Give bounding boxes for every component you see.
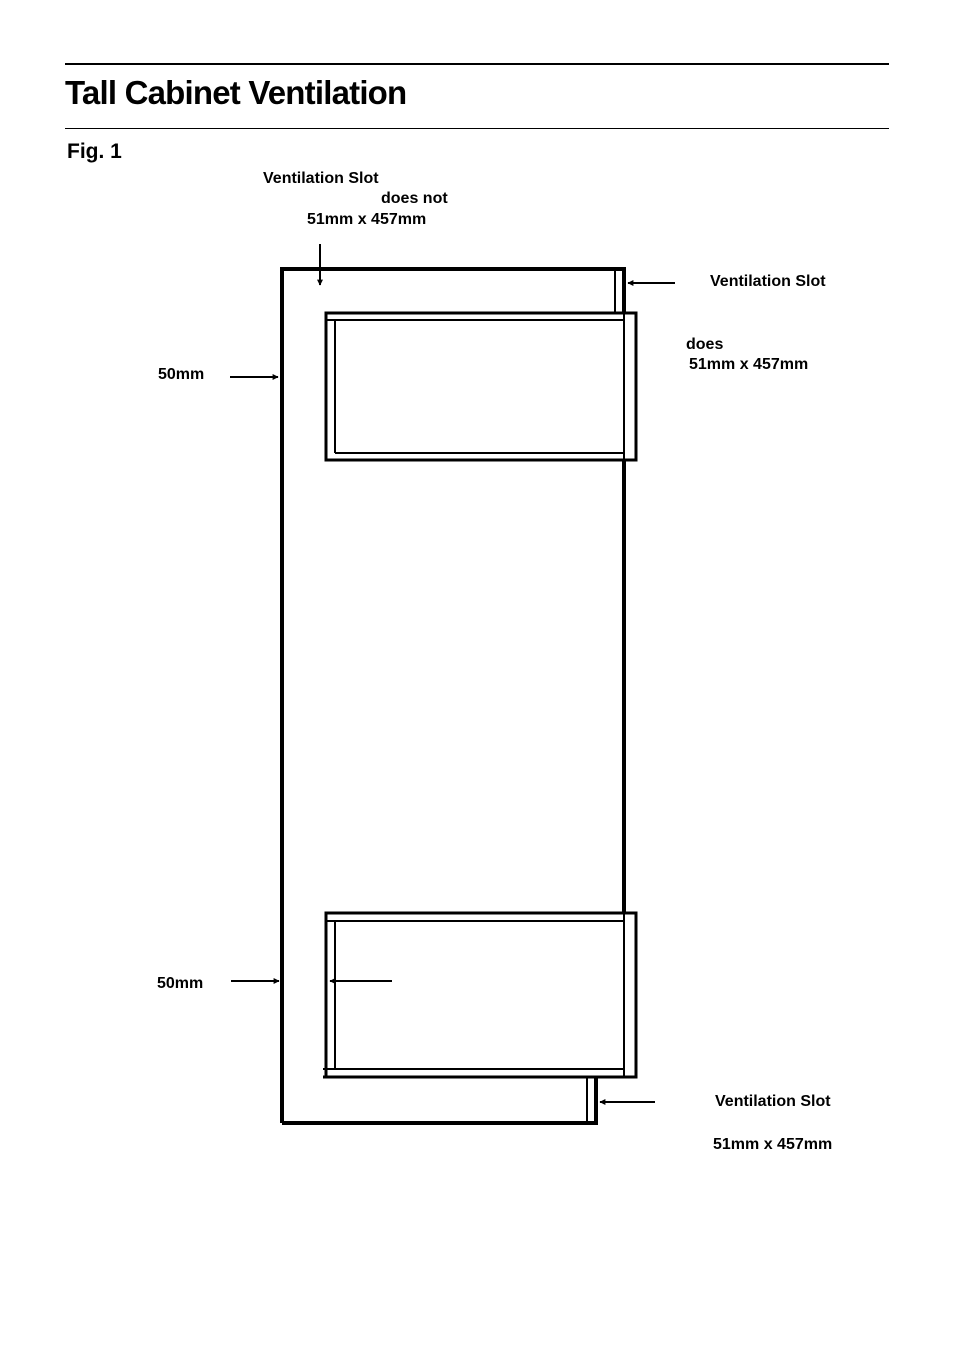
upper-appliance: [326, 313, 636, 460]
lower-gap-label: 50mm: [157, 975, 204, 992]
right-slot-size: 51mm x 457mm: [689, 356, 809, 373]
upper-gap-label: 50mm: [158, 366, 205, 383]
lower-appliance: [326, 913, 636, 1077]
bottom-slot-heading: Ventilation Slot: [715, 1093, 831, 1110]
figure-label: Fig. 1: [67, 140, 122, 163]
bottom-slot-size: 51mm x 457mm: [713, 1136, 833, 1153]
top-slot-heading: Ventilation Slot: [263, 170, 379, 187]
cabinet-bottom: [282, 1077, 596, 1123]
top-slot-note: does not: [381, 190, 448, 207]
cabinet-outline: [282, 269, 624, 1123]
page-title: Tall Cabinet Ventilation: [65, 74, 407, 111]
top-slot-size: 51mm x 457mm: [307, 211, 427, 228]
right-slot-note: does: [686, 336, 724, 353]
right-slot-heading: Ventilation Slot: [710, 273, 826, 290]
